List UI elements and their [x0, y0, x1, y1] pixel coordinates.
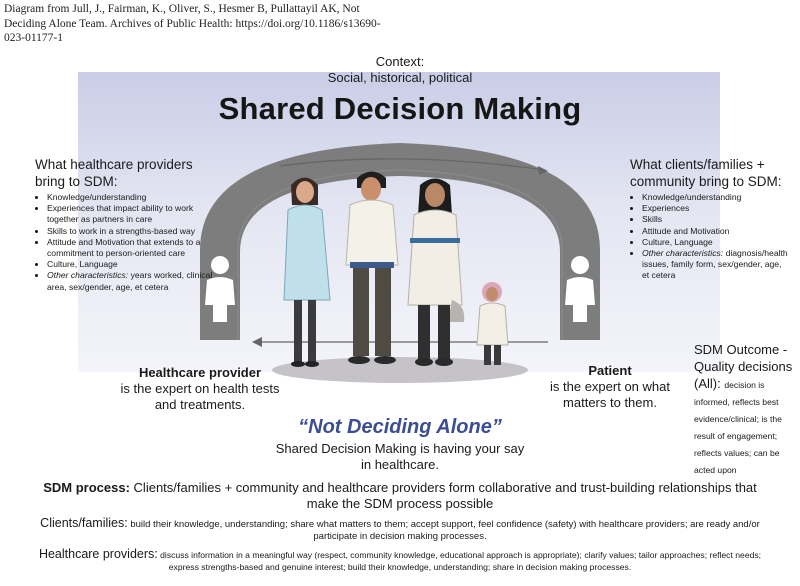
doctor-figure	[284, 178, 330, 368]
not-deciding-alone-subtitle: Shared Decision Making is having your say in healthcare.	[275, 441, 525, 472]
woman-figure	[408, 179, 464, 367]
context-line-1: Context:	[375, 54, 425, 69]
healthcare-providers-text: discuss information in a meaningful way (respect, community knowledge, educational approach is appropriate); clarify values; tailor approaches; reflect needs; express strengths-based and genuine interest; build their knowledge, understanding; share in decision making processes.	[160, 550, 762, 572]
list-item: • Skills	[642, 214, 790, 225]
clients-families-paragraph	[30, 517, 770, 543]
list-item: • Knowledge/understanding	[642, 192, 790, 203]
providers-bring-column	[35, 156, 220, 293]
other-label: Other characteristics:	[642, 248, 724, 259]
context-label	[250, 54, 550, 86]
child-figure	[477, 282, 508, 365]
list-item: • Attitude and Motivation that extends to a commitment to person-oriented care	[47, 237, 220, 259]
clients-bring-heading: What clients/families + community bring to SDM:	[630, 157, 782, 189]
patient-text: is the expert on what matters to them.	[550, 379, 670, 410]
healthcare-provider-label: Healthcare provider	[138, 365, 262, 380]
clients-bring-column	[630, 156, 790, 282]
list-item: • Experiences that impact ability to work together as partners in care	[47, 203, 220, 225]
context-line-2: Social, historical, political	[327, 70, 473, 85]
not-deciding-alone-title: “Not Deciding Alone”	[298, 416, 502, 438]
other-text: years worked, clinical area, sex/gender, age, et cetera	[47, 270, 213, 292]
healthcare-providers-paragraph	[30, 548, 770, 573]
list-item: • Culture, Language	[642, 237, 790, 248]
sdm-outcome	[694, 341, 800, 477]
other-text: diagnosis/health issues, family form, sex/gender, age, et cetera	[642, 248, 788, 281]
list-item: • Attitude and Motivation	[642, 226, 790, 237]
patient-caption	[540, 363, 680, 411]
sdm-process-label: SDM process:	[43, 480, 130, 495]
clients-bring-list	[630, 192, 790, 282]
clients-families-text: build their knowledge, understanding; share what matters to them; accept support, feel confidence (safety) with healthcare providers; are ready and/or participate in decision making processes.	[130, 519, 760, 542]
patient-label: Patient	[588, 363, 632, 378]
outcome-heading: SDM Outcome - Quality decisions (All):	[694, 342, 793, 391]
list-item-other	[47, 270, 220, 292]
healthcare-provider-caption	[120, 365, 280, 413]
list-item-other	[642, 248, 790, 282]
providers-bring-list	[35, 192, 220, 293]
providers-bring-heading: What healthcare providers bring to SDM:	[35, 157, 193, 189]
healthcare-providers-label: Healthcare providers:	[38, 547, 158, 561]
healthcare-provider-text: is the expert on health tests and treatments.	[120, 381, 280, 412]
list-item: • Experiences	[642, 203, 790, 214]
clients-families-label: Clients/families:	[40, 516, 128, 530]
other-label: Other characteristics:	[47, 270, 129, 281]
list-item: • Knowledge/understanding	[47, 192, 220, 203]
outcome-text: decision is informed, reflects best evidence/clinical; is the result of engagement; reflects values; can be acted upon	[694, 380, 782, 475]
bottom-arrow-head	[252, 337, 262, 347]
list-item: • Skills to work in a strengths-based way	[47, 226, 220, 237]
man-figure	[346, 172, 398, 365]
page-title: Shared Decision Making	[218, 91, 582, 126]
sdm-process-text: Clients/families + community and healthcare providers form collaborative and trust-building relationships that make the SDM process possible	[133, 480, 757, 511]
sdm-process	[30, 480, 770, 512]
list-item: • Culture, Language	[47, 259, 220, 270]
citation: Diagram from Jull, J., Fairman, K., Oliver, S., Hesmer B, Pullattayil AK, Not Deciding Alone Team. Archives of Public Health: https://doi.org/10.1186/s13690-023-01177-1	[4, 3, 381, 44]
